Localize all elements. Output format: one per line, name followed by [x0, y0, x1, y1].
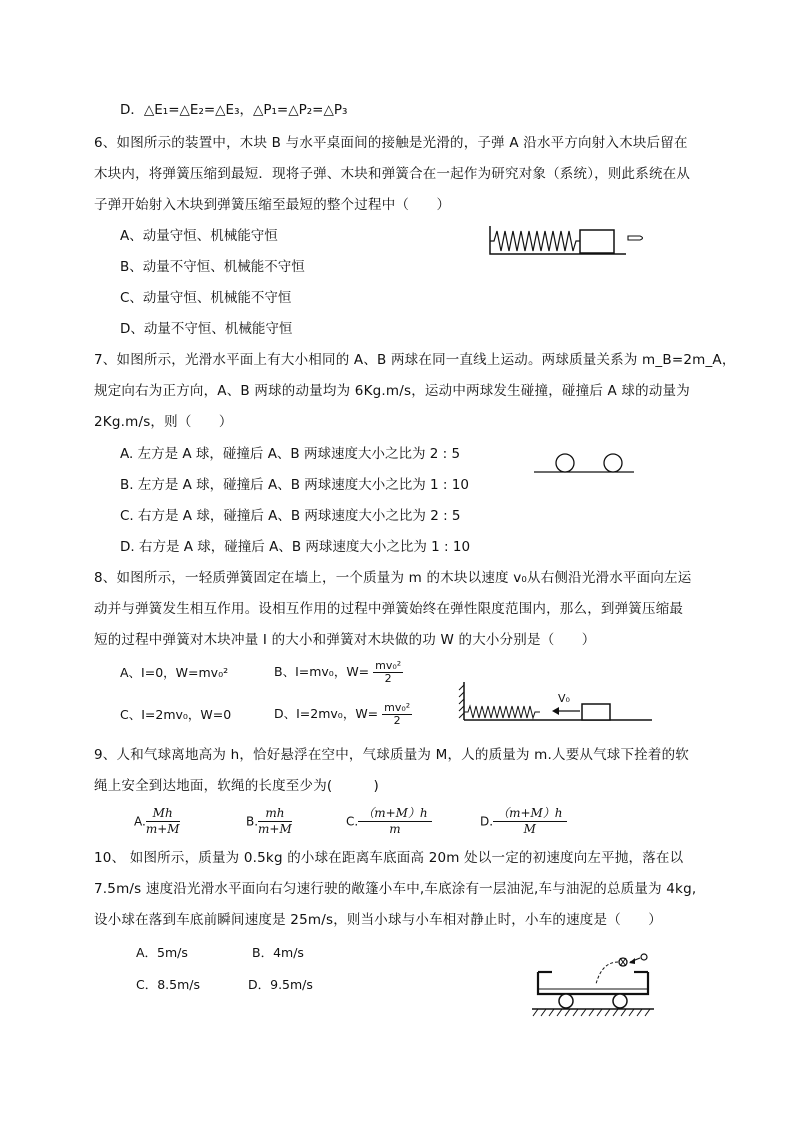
q10-option-c: C．8.5m/s	[136, 977, 201, 992]
q6-stem-line-1: 6、如图所示的装置中，木块 B 与水平桌面间的接触是光滑的，子弹 A 沿水平方向射入木块后留在	[94, 135, 688, 151]
q9-option-c-label: C.	[346, 814, 359, 829]
q8-option-b-denominator: 2	[384, 672, 392, 685]
q9-option-d-numerator: （m+M）h	[493, 806, 566, 822]
q10-option-d: D．9.5m/s	[248, 977, 313, 992]
q8-wall-spring-block-figure	[458, 680, 658, 726]
q9-option-a-label: A.	[134, 814, 146, 829]
q8-option-d-text: D、I=2mv₀，W=	[274, 706, 379, 721]
q9-option-d-label: D.	[480, 814, 494, 829]
q8-stem-line-3: 短的过程中弹簧对木块冲量 I 的大小和弹簧对木块做的功 W 的大小分别是（ ）	[94, 632, 596, 648]
q8-option-c: C、I=2mv₀，W=0	[120, 707, 232, 722]
q8-fig-velocity-label: V₀	[558, 692, 570, 705]
q10-stem-line-2: 7.5m/s 速度沿光滑水平面向右匀速行驶的敞篷小车中,车底涂有一层油泥,车与油泥的总质量为 4kg,	[94, 881, 697, 897]
q9-option-d-denominator: M	[523, 822, 536, 836]
q6-option-a: A、动量守恒、机械能守恒	[120, 228, 278, 244]
q9-option-d	[480, 806, 567, 837]
q9-option-b-denominator: m+M	[258, 822, 292, 836]
q7-stem-line-2: 规定向右为正方向，A、B 两球的动量均为 6Kg.m/s，运动中两球发生碰撞，碰撞后 A 球的动量为	[94, 383, 690, 399]
q6-option-c: C、动量守恒、机械能不守恒	[120, 290, 292, 306]
q6-option-b: B、动量不守恒、机械能不守恒	[120, 259, 305, 275]
q9-option-a-numerator: Mh	[146, 806, 180, 822]
q6-stem-line-2: 木块内，将弹簧压缩到最短．现将子弹、木块和弹簧合在一起作为研究对象（系统），则此系统在从	[94, 166, 691, 182]
q10-option-a: A．5m/s	[136, 945, 188, 960]
q7-two-balls-figure	[530, 448, 640, 476]
q9-option-c-denominator: m	[389, 822, 401, 836]
q9-option-c-numerator: （m+M）h	[358, 806, 431, 822]
q8-option-d-denominator: 2	[393, 714, 401, 727]
q7-stem-line-3: 2Kg.m/s，则（ ）	[94, 414, 233, 430]
q9-stem-line-2: 绳上安全到达地面，软绳的长度至少为( )	[94, 778, 379, 794]
q9-option-b-label: B.	[246, 814, 259, 829]
q8-option-b	[274, 660, 403, 685]
q9-option-b-fraction	[258, 806, 292, 837]
q10-stem-line-1: 10、 如图所示，质量为 0.5kg 的小球在距离车底面高 20m 处以一定的初速度向左平抛，落在以	[94, 850, 684, 866]
q9-option-b-numerator: mh	[258, 806, 292, 822]
q8-option-d-fraction	[382, 702, 412, 727]
q8-option-d	[274, 702, 412, 727]
q9-option-a-denominator: m+M	[145, 822, 180, 836]
q9-option-d-fraction	[493, 806, 566, 837]
q8-option-b-text: B、I=mv₀，W=	[274, 664, 370, 679]
q10-option-b: B．4m/s	[252, 945, 304, 960]
q7-option-c: C. 右方是 A 球，碰撞后 A、B 两球速度大小之比为 2 : 5	[120, 508, 461, 524]
q9-option-a-fraction	[146, 806, 180, 837]
q8-option-d-numerator: mv₀²	[384, 701, 411, 714]
q9-option-c	[346, 806, 432, 837]
q8-option-a: A、I=0，W=mv₀²	[120, 665, 229, 680]
q7-option-b: B. 左方是 A 球，碰撞后 A、B 两球速度大小之比为 1 : 10	[120, 477, 469, 493]
q5-option-d: D．△E₁=△E₂=△E₃，△P₁=△P₂=△P₃	[120, 102, 348, 118]
q9-option-b	[246, 806, 292, 837]
q9-option-a	[134, 806, 180, 837]
q9-option-c-fraction	[358, 806, 431, 837]
q6-stem-line-3: 子弹开始射入木块到弹簧压缩至最短的整个过程中（ ）	[94, 197, 451, 213]
q8-option-b-fraction	[373, 660, 403, 685]
q10-stem-line-3: 设小球在落到车底前瞬间速度是 25m/s，则当小球与小车相对静止时，小车的速度是（ ）	[94, 912, 663, 928]
q6-spring-block-bullet-figure	[486, 224, 656, 258]
q10-cart-ball-figure	[528, 948, 658, 1024]
q7-stem-line-1: 7、如图所示，光滑水平面上有大小相同的 A、B 两球在同一直线上运动。两球质量关系为 m_B=2m_A，	[94, 352, 736, 368]
q9-stem-line-1: 9、人和气球离地高为 h，恰好悬浮在空中，气球质量为 M，人的质量为 m.人要从气球下拴着的软	[94, 747, 690, 763]
q7-option-a: A. 左方是 A 球，碰撞后 A、B 两球速度大小之比为 2 : 5	[120, 446, 461, 462]
q8-option-b-numerator: mv₀²	[375, 659, 402, 672]
q6-option-d: D、动量不守恒、机械能守恒	[120, 321, 293, 337]
q8-stem-line-1: 8、如图所示，一轻质弹簧固定在墙上，一个质量为 m 的木块以速度 v₀从右侧沿光滑水平面向左运	[94, 570, 692, 586]
q7-option-d: D. 右方是 A 球，碰撞后 A、B 两球速度大小之比为 1 : 10	[120, 539, 471, 555]
q8-stem-line-2: 动并与弹簧发生相互作用。设相互作用的过程中弹簧始终在弹性限度范围内，那么，到弹簧压缩最	[94, 601, 684, 617]
